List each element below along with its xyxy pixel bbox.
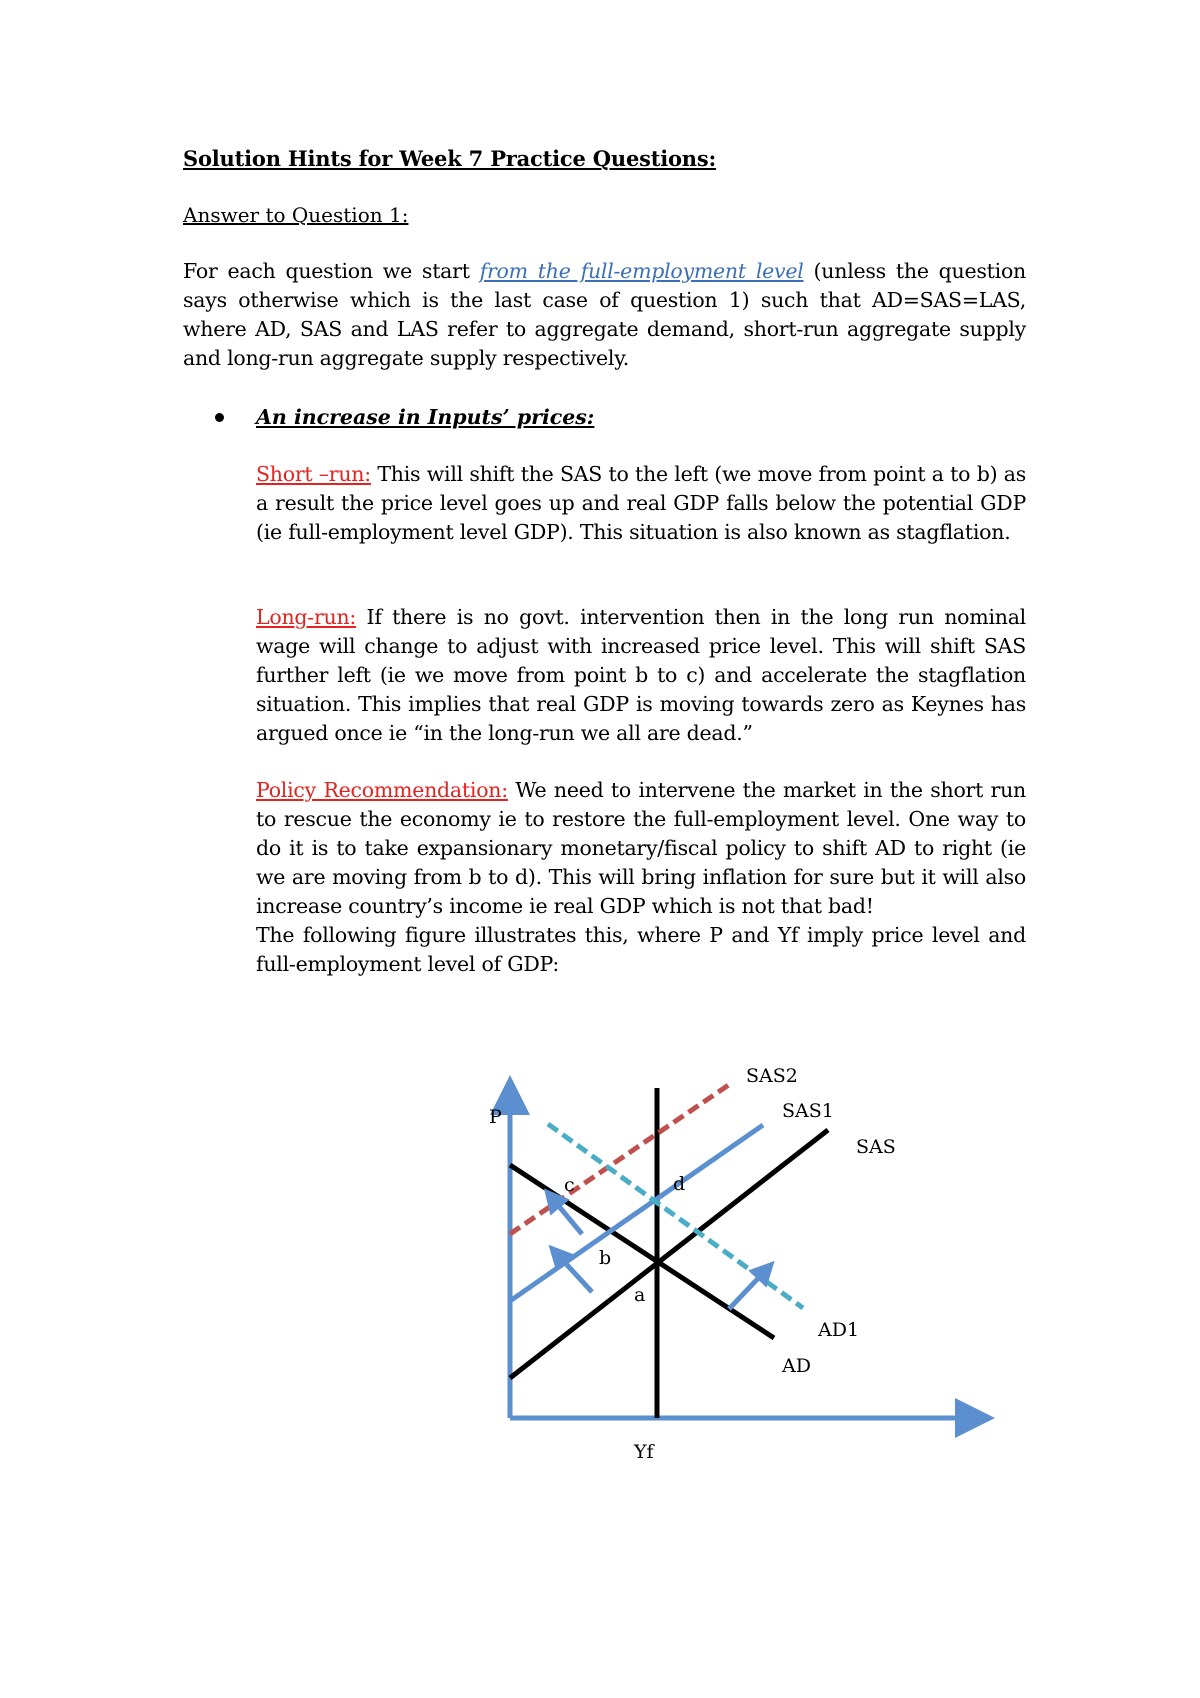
- page-title: Solution Hints for Week 7 Practice Questions:: [183, 146, 717, 171]
- intro-text-pre: For each question we start: [183, 259, 480, 283]
- short-run-label: Short –run:: [256, 462, 371, 486]
- sas2-curve: [510, 1084, 730, 1234]
- y-axis-label: P: [489, 1106, 502, 1128]
- intro-text-post: (unless the question says otherwise which is the last case of question 1) such that AD=SAS=LAS, where AD, SAS and LAS refer to aggregate demand, short-run aggregate supply and long-run aggregate supply respectively.: [183, 259, 1027, 370]
- figure-note: The following figure illustrates this, where P and Yf imply price level and full-employment level of GDP:: [256, 923, 1026, 976]
- ad-label: AD: [782, 1355, 811, 1377]
- point-a-label: a: [634, 1284, 646, 1306]
- full-employment-link[interactable]: from the full-employment level: [479, 259, 804, 283]
- sas1-label: SAS1: [782, 1100, 834, 1122]
- x-axis-label: Yf: [634, 1441, 654, 1463]
- policy-label: Policy Recommendation:: [256, 778, 508, 802]
- point-c-label: c: [564, 1174, 575, 1196]
- long-run-label: Long-run:: [256, 605, 357, 629]
- ad1-label: AD1: [818, 1319, 860, 1341]
- policy-text: We need to intervene the market in the short run to rescue the economy ie to restore the full-employment level. One way to do it is to take expansionary monetary/fiscal policy to shift AD to right (ie we are moving from b to d). This will bring inflation for sure but it will also increase country’s income ie real GDP which is not that bad!: [256, 778, 1026, 918]
- sas-label: SAS: [856, 1136, 896, 1158]
- bullet-heading: An increase in Inputs’ prices:: [256, 405, 595, 429]
- point-d-label: d: [673, 1173, 686, 1195]
- shift-arrow-a-to-b: [557, 1254, 592, 1292]
- long-run-text: If there is no govt. intervention then in the long run nominal wage will change to adjust with increased price level. This will shift SAS further left (ie we move from point b to c) and accelerate the stagflation situation. This implies that real GDP is moving towards zero as Keynes has argued once ie “in the long-run we all are dead.”: [256, 605, 1026, 745]
- short-run-text: This will shift the SAS to the left (we move from point a to b) as a result the price level goes up and real GDP falls below the potential GDP (ie full-employment level GDP). This situation is also known as stagflation.: [256, 462, 1026, 544]
- shift-arrow-ad-right: [729, 1270, 766, 1309]
- answer-heading: Answer to Question 1:: [183, 203, 409, 227]
- sas2-label: SAS2: [746, 1065, 798, 1087]
- point-b-label: b: [599, 1247, 612, 1269]
